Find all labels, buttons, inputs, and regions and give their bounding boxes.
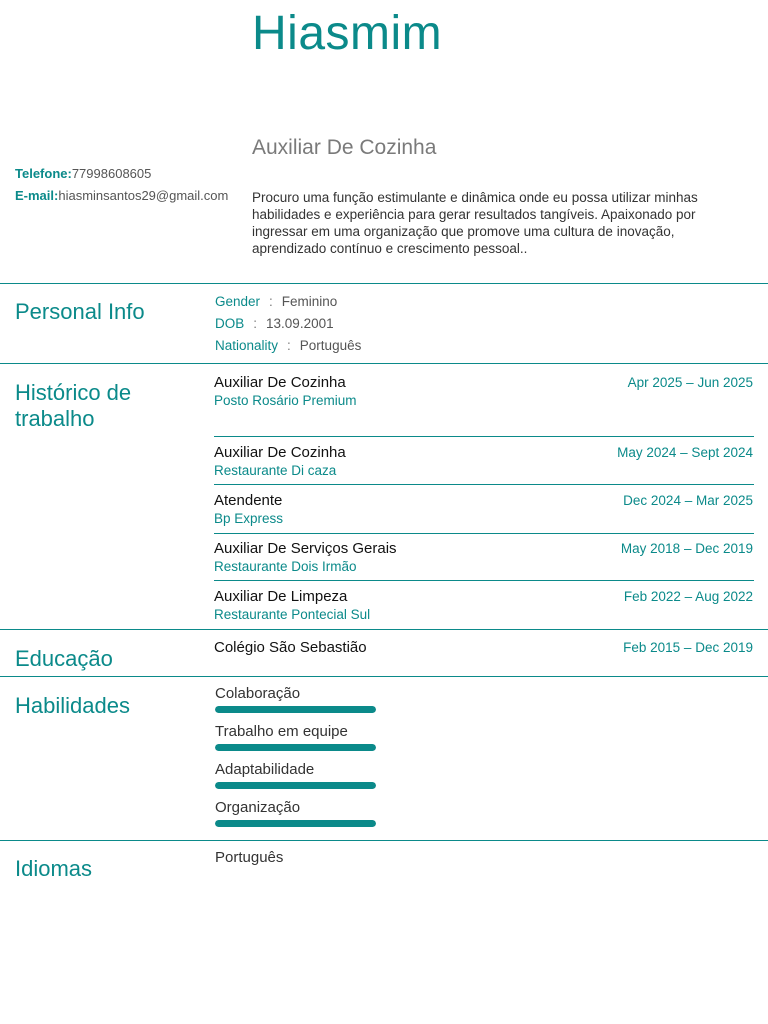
section-divider — [0, 363, 768, 364]
skill-item — [215, 723, 376, 751]
skill-bar-fill — [215, 820, 376, 827]
info-row-gender — [215, 294, 337, 309]
skill-bar — [215, 782, 376, 789]
info-separator: : — [269, 294, 273, 309]
skill-bar — [215, 820, 376, 827]
job-title: Auxiliar De Limpeza — [214, 588, 348, 605]
job-divider — [214, 533, 754, 534]
job-company: Restaurante Di caza — [214, 463, 337, 478]
contact-email — [15, 187, 230, 204]
section-title-education: Educação — [15, 646, 113, 671]
skill-bar-fill — [215, 706, 376, 713]
info-value: Feminino — [281, 294, 338, 309]
job-divider — [214, 580, 754, 581]
info-value: 13.09.2001 — [266, 316, 334, 331]
skill-bar — [215, 744, 376, 751]
section-divider — [0, 840, 768, 841]
job-date: Apr 2025 – Jun 2025 — [627, 375, 753, 390]
education-date: Feb 2015 – Dec 2019 — [623, 640, 753, 655]
job-date: May 2024 – Sept 2024 — [617, 445, 753, 460]
job-title: Auxiliar De Serviços Gerais — [214, 540, 397, 557]
job-date: Feb 2022 – Aug 2022 — [623, 589, 753, 604]
skill-label: Organização — [215, 799, 301, 816]
info-separator: : — [287, 338, 291, 353]
section-divider — [0, 676, 768, 677]
section-title-skills: Habilidades — [15, 693, 130, 718]
phone-value: 77998608605 — [71, 166, 152, 181]
job-company: Restaurante Pontecial Sul — [214, 607, 371, 622]
job-divider — [214, 436, 754, 437]
job-entry — [214, 374, 753, 408]
info-separator: : — [253, 316, 258, 331]
email-value: hiasminsantos29@gmail.com — [58, 188, 229, 203]
skill-bar-fill — [215, 744, 376, 751]
job-date: Dec 2024 – Mar 2025 — [623, 493, 753, 508]
skill-label: Adaptabilidade — [215, 761, 315, 778]
job-title: Auxiliar De Cozinha — [214, 374, 346, 391]
language-item: Português — [215, 849, 284, 866]
phone-label: Telefone: — [15, 166, 72, 181]
section-title-languages: Idiomas — [15, 856, 93, 881]
job-title: Atendente — [214, 492, 283, 509]
info-row-dob — [215, 316, 334, 331]
skill-item — [215, 799, 376, 827]
job-title: Auxiliar De Cozinha — [214, 444, 346, 461]
job-entry — [214, 540, 753, 574]
job-company: Bp Express — [214, 511, 284, 526]
section-divider — [0, 283, 768, 284]
skill-label: Colaboração — [215, 685, 301, 702]
job-date: May 2018 – Dec 2019 — [620, 541, 753, 556]
skill-label: Trabalho em equipe — [215, 723, 348, 740]
contact-phone — [15, 165, 230, 182]
candidate-name: Hiasmim — [252, 7, 443, 60]
job-entry — [214, 588, 753, 622]
profile-summary: Procuro uma função estimulante e dinâmica onde eu possa utilizar minhas habilidades e experiência para gerar resultados tangíveis. Apaixonado por ingressar em uma organização que promove uma cultura de inovação, aprendizado contínuo e crescimento pessoal.. — [252, 190, 698, 256]
info-key: DOB — [215, 316, 245, 331]
job-entry — [214, 444, 753, 478]
skill-bar — [215, 706, 376, 713]
info-key: Nationality — [215, 338, 279, 353]
info-value: Português — [299, 338, 362, 353]
info-key: Gender — [215, 294, 261, 309]
job-divider — [214, 484, 754, 485]
info-row-nationality — [215, 338, 361, 353]
skill-item — [215, 761, 376, 789]
job-company: Restaurante Dois Irmão — [214, 559, 357, 574]
skill-item — [215, 685, 376, 713]
section-title-personal-info: Personal Info — [15, 299, 145, 324]
email-label: E-mail: — [15, 188, 59, 203]
job-entry — [214, 492, 753, 526]
job-company: Posto Rosário Premium — [214, 393, 357, 408]
job-role: Auxiliar De Cozinha — [252, 136, 437, 159]
school-name: Colégio São Sebastião — [214, 639, 367, 656]
section-divider — [0, 629, 768, 630]
skill-bar-fill — [215, 782, 376, 789]
education-entry — [214, 639, 753, 656]
section-title-work-history: Histórico de trabalho — [15, 380, 132, 431]
